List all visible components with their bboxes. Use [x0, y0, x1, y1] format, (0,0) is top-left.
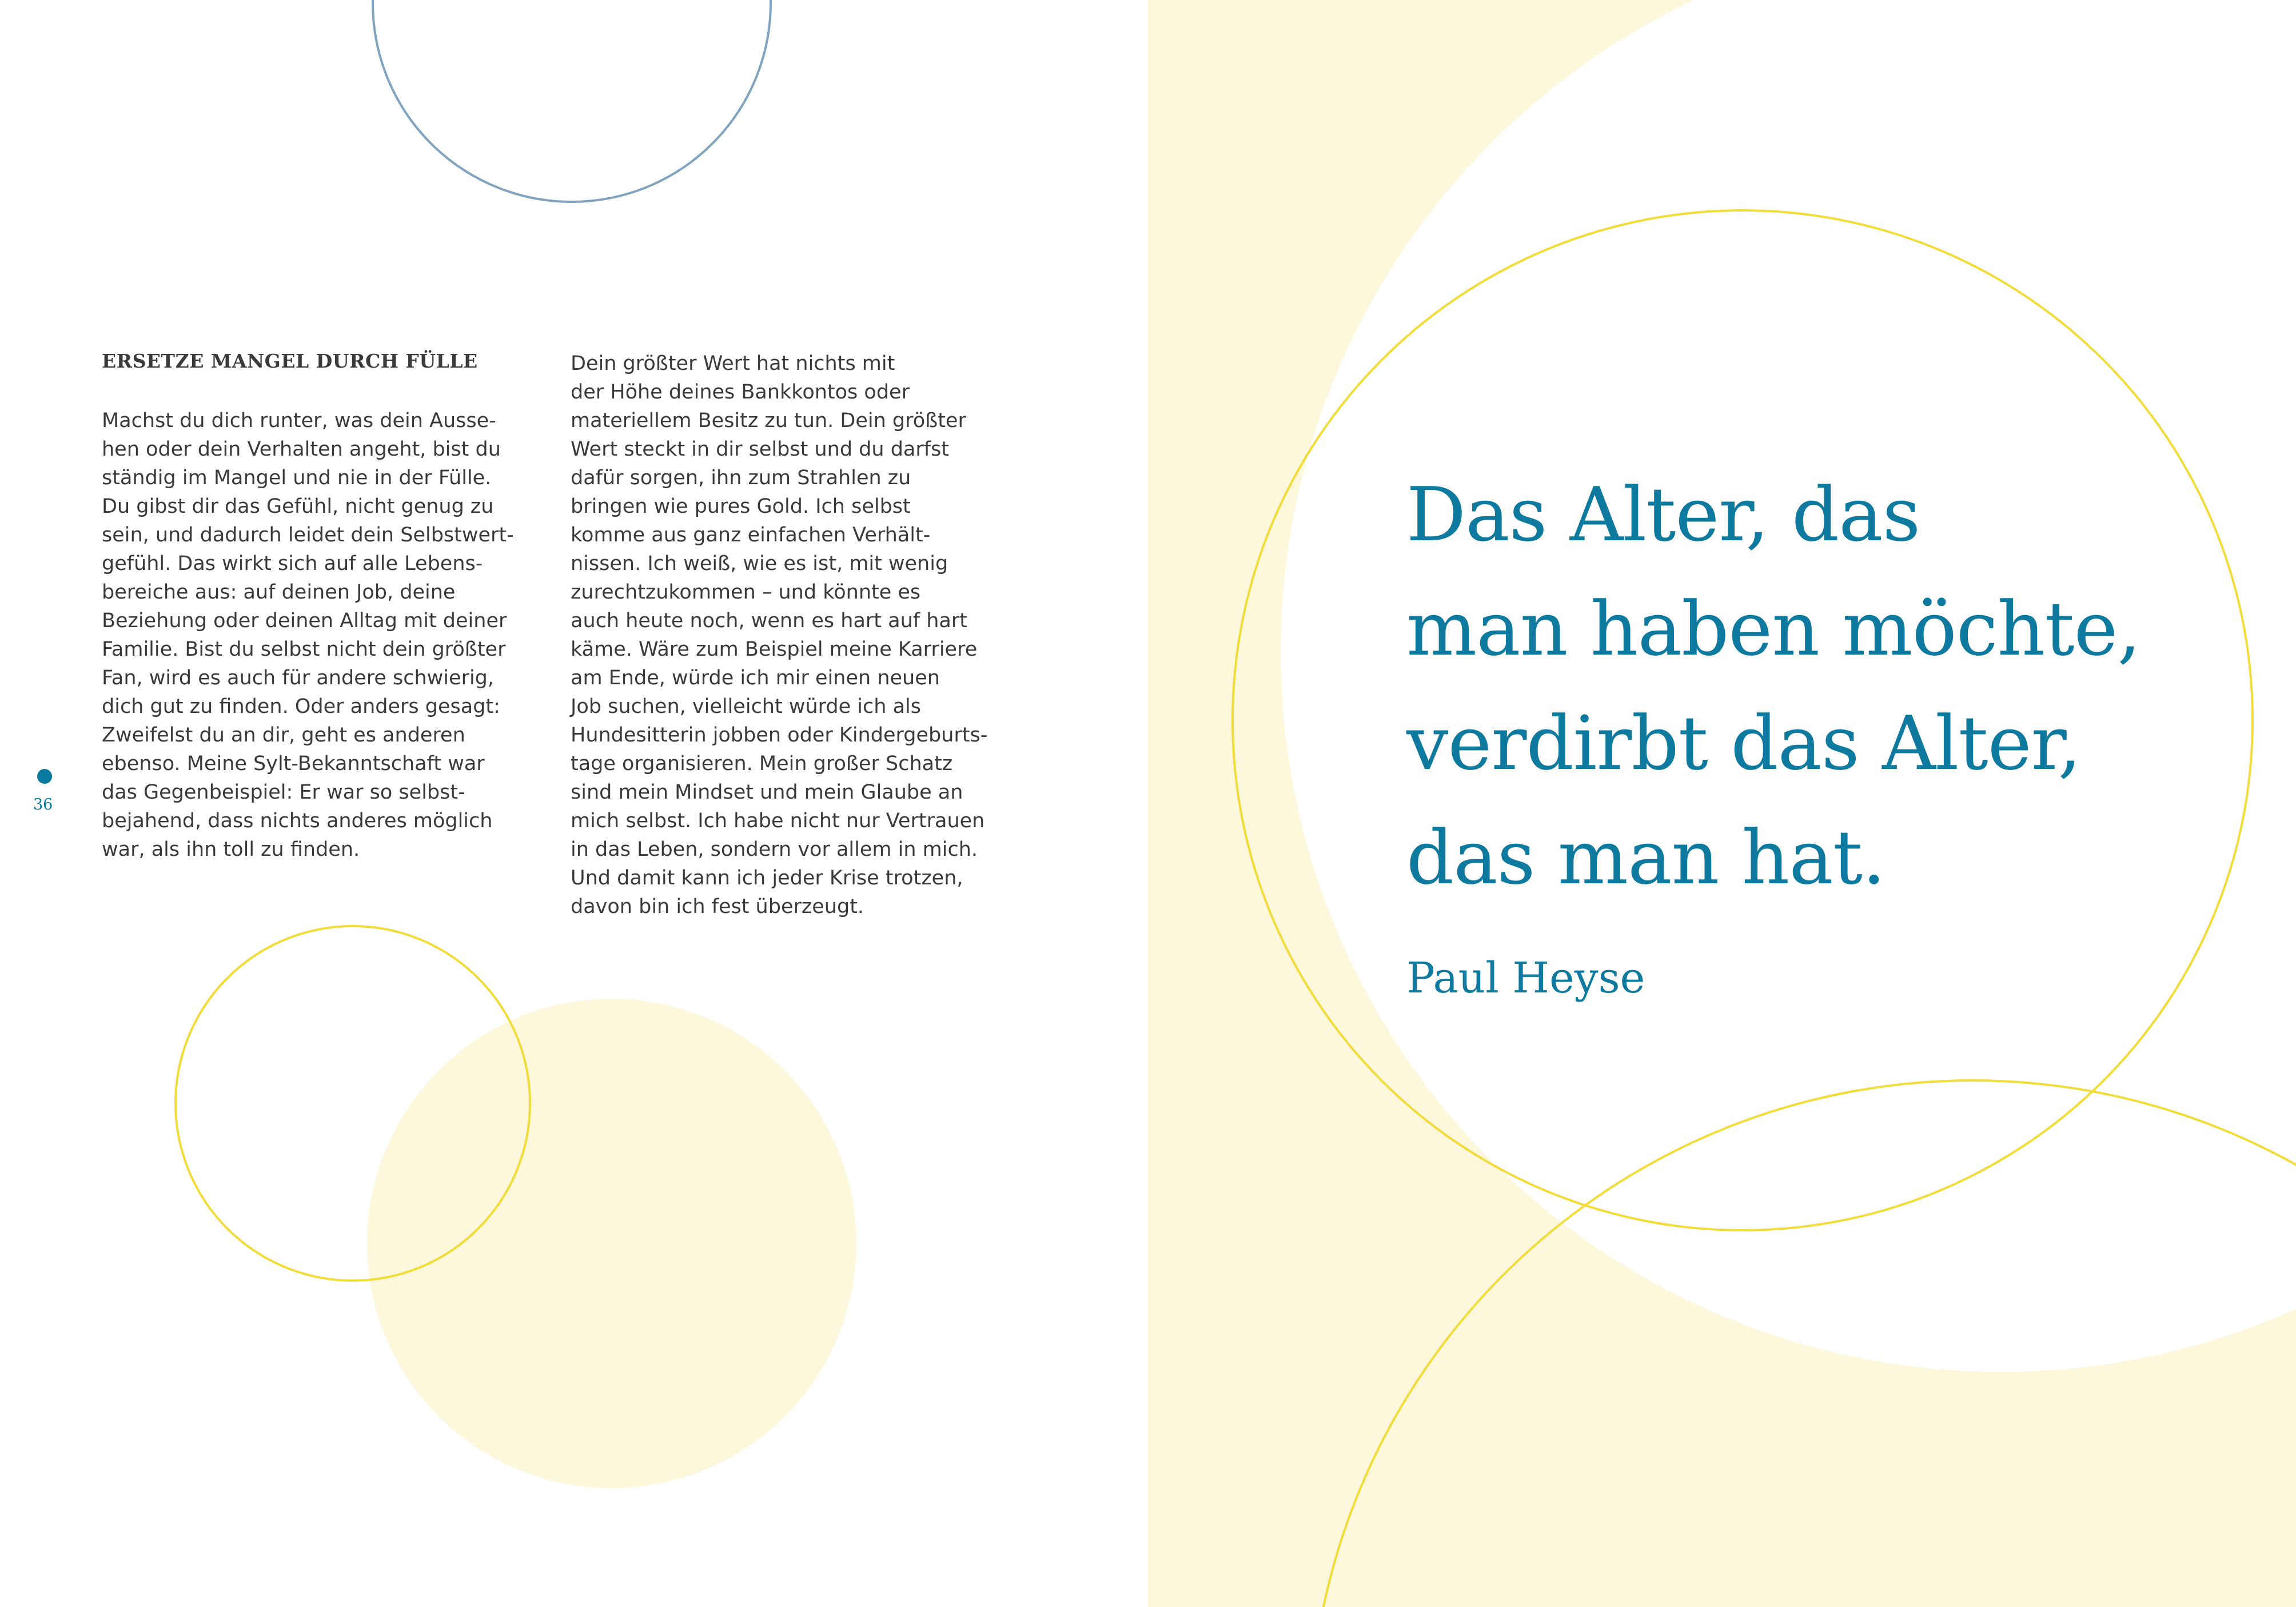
- soft-yellow-disc: [367, 999, 856, 1488]
- quote-line: man haben möchte,: [1406, 585, 2140, 672]
- text-line: war, als ihn toll zu finden.: [102, 838, 360, 861]
- text-line: mich selbst. Ich habe nicht nur Vertrauen: [571, 810, 985, 832]
- quote-line: Das Alter, das: [1406, 471, 1920, 558]
- quote-line: verdirbt das Alter,: [1406, 700, 2081, 787]
- text-line: davon bin ich fest überzeugt.: [571, 895, 864, 918]
- page-marker-dot: [37, 769, 52, 784]
- page-number: 36: [33, 796, 53, 814]
- text-line: Dein größter Wert hat nichts mit: [571, 352, 895, 375]
- text-line: zurechtzukommen – und könnte es: [571, 581, 921, 604]
- body-column-right: [571, 349, 1039, 921]
- text-line: auch heute noch, wenn es hart auf hart: [571, 609, 967, 632]
- text-line: ebenso. Meine Sylt-Bekanntschaft war: [102, 752, 485, 775]
- quote-author: Paul Heyse: [1406, 954, 1645, 1003]
- text-line: sein, und dadurch leidet dein Selbstwert-: [102, 524, 514, 547]
- quote-line: das man hat.: [1406, 814, 1886, 901]
- text-line: ständig im Mangel und nie in der Fülle.: [102, 466, 492, 489]
- text-line: das Gegenbeispiel: Er war so selbst-: [102, 781, 465, 804]
- text-line: Familie. Bist du selbst nicht dein größter: [102, 638, 506, 661]
- text-line: hen oder dein Verhalten angeht, bist du: [102, 438, 501, 461]
- body-column-left: [102, 406, 559, 864]
- text-line: sind mein Mindset und mein Glaube an: [571, 781, 963, 804]
- text-line: am Ende, würde ich mir einen neuen: [571, 667, 940, 689]
- text-line: Machst du dich runter, was dein Ausse-: [102, 409, 496, 432]
- text-line: nissen. Ich weiß, wie es ist, mit wenig: [571, 552, 948, 575]
- text-line: Und damit kann ich jeder Krise trotzen,: [571, 867, 963, 890]
- quote: [1406, 457, 2140, 915]
- text-line: Fan, wird es auch für andere schwierig,: [102, 667, 495, 689]
- text-line: Zweifelst du an dir, geht es anderen: [102, 724, 465, 747]
- text-line: dafür sorgen, ihn zum Strahlen zu: [571, 466, 911, 489]
- text-line: materiellem Besitz zu tun. Dein größter: [571, 409, 966, 432]
- text-line: Wert steckt in dir selbst und du darfst: [571, 438, 950, 461]
- text-line: komme aus ganz einfachen Verhält-: [571, 524, 931, 547]
- text-line: Beziehung oder deinen Alltag mit deiner: [102, 609, 507, 632]
- text-line: tage organisieren. Mein großer Schatz: [571, 752, 953, 775]
- section-heading: ERSETZE MANGEL DURCH FÜLLE: [102, 350, 478, 372]
- text-line: dich gut zu finden. Oder anders gesagt:: [102, 695, 500, 718]
- text-line: bringen wie pures Gold. Ich selbst: [571, 495, 911, 518]
- text-line: gefühl. Das wirkt sich auf alle Lebens-: [102, 552, 483, 575]
- text-line: Job suchen, vielleicht würde ich als: [571, 695, 921, 718]
- text-line: der Höhe deines Bankkontos oder: [571, 381, 910, 404]
- text-line: käme. Wäre zum Beispiel meine Karriere: [571, 638, 978, 661]
- top-blue-ring-circle: [373, 0, 771, 202]
- text-line: Hundesitterin jobben oder Kindergeburts-: [571, 724, 988, 747]
- text-line: Du gibst dir das Gefühl, nicht genug zu: [102, 495, 494, 518]
- text-line: in das Leben, sondern vor allem in mich.: [571, 838, 978, 861]
- text-line: bejahend, dass nichts anderes möglich: [102, 810, 493, 832]
- text-line: bereiche aus: auf deinen Job, deine: [102, 581, 456, 604]
